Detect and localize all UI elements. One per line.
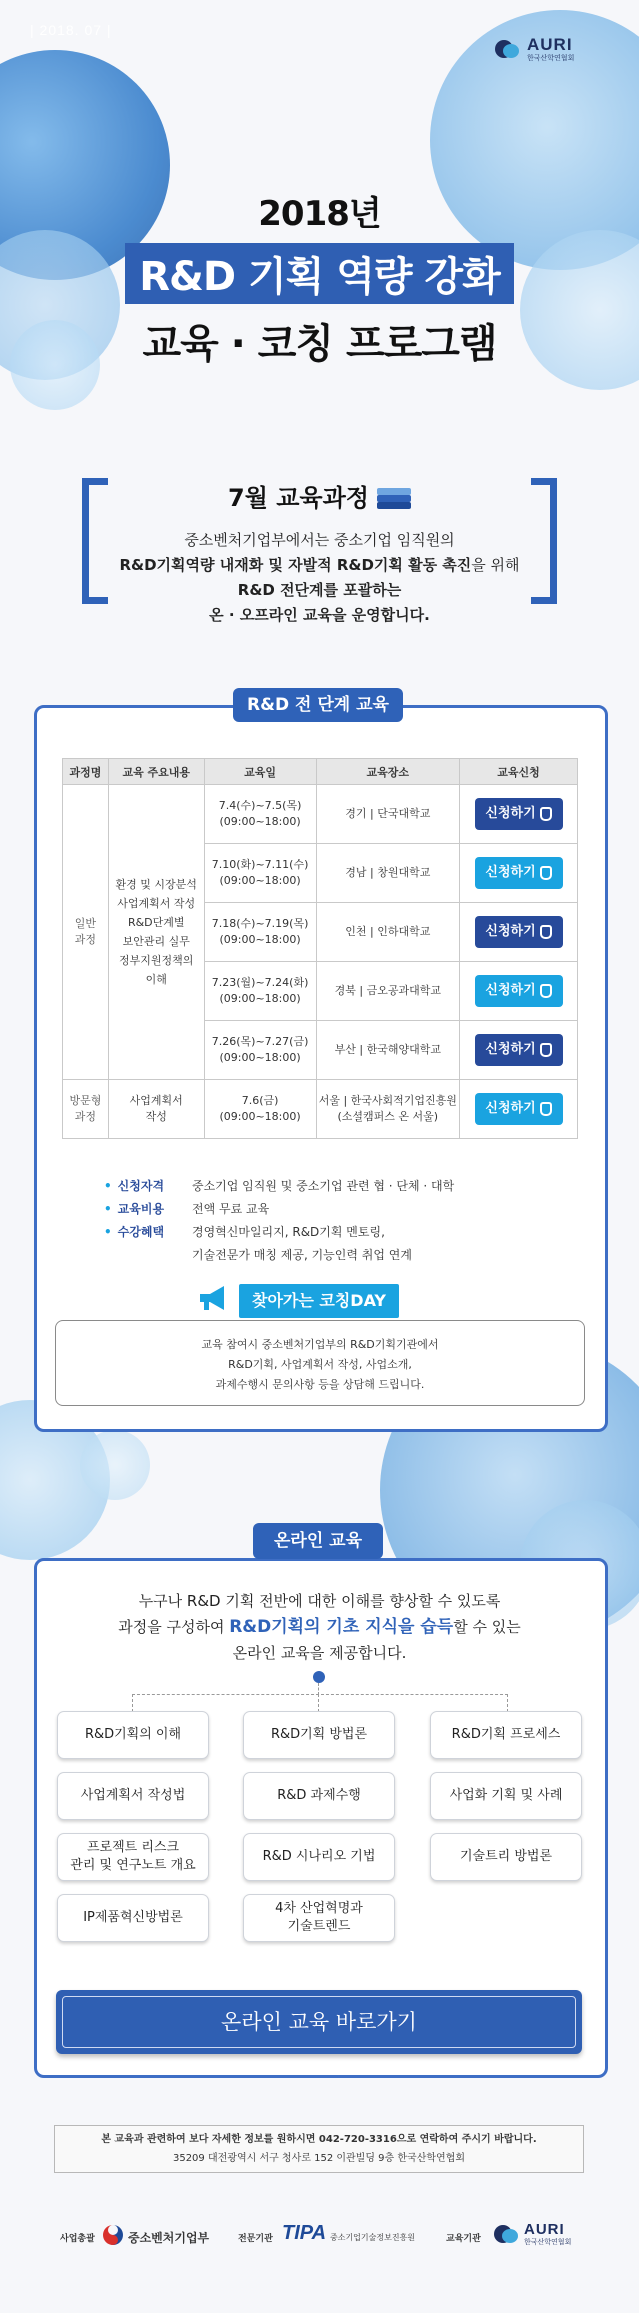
tree-root-dot bbox=[313, 1671, 325, 1683]
online-section-label: 온라인 교육 bbox=[253, 1523, 383, 1559]
auri-logo-icon bbox=[495, 38, 521, 60]
col-content: 교육 주요내용 bbox=[108, 759, 204, 785]
mss-logo-icon bbox=[102, 2224, 124, 2246]
course-date: 7.23(월)~7.24(화) (09:00~18:00) bbox=[204, 962, 316, 1021]
hand-pointer-icon bbox=[540, 1102, 552, 1116]
course-place: 경북 | 금오공과대학교 bbox=[316, 962, 460, 1021]
footer bbox=[0, 2210, 639, 2260]
online-course-item[interactable]: 사업계획서 작성법 bbox=[57, 1772, 209, 1820]
footer-auri-logo: AURI 한국산학연협회 bbox=[494, 2222, 571, 2246]
logo-name: AURI bbox=[527, 35, 573, 54]
coaching-description: 교육 참여시 중소벤처기업부의 R&D기획기관에서 R&D기획, 사업계획서 작성, 사업소개, 과제수행시 문의사항 등을 상담해 드립니다. bbox=[55, 1320, 585, 1406]
tree-connector bbox=[132, 1694, 508, 1695]
course-date: 7.6(금) (09:00~18:00) bbox=[204, 1080, 316, 1139]
online-education-go-button[interactable] bbox=[56, 1990, 582, 2054]
hand-pointer-icon bbox=[540, 925, 552, 939]
course-place: 서울 | 한국사회적기업진흥원 (소셜캠퍼스 온 서울) bbox=[316, 1080, 460, 1139]
title-sub: 교육 · 코칭 프로그램 bbox=[142, 321, 497, 367]
apply-button[interactable]: 신청하기 bbox=[475, 916, 563, 948]
course-date: 7.26(목)~7.27(금) (09:00~18:00) bbox=[204, 1021, 316, 1080]
july-description: 중소벤처기업부에서는 중소기업 임직원의 R&D기획역량 내재화 및 자발적 R&D기획 활동 촉진을 위해 R&D 전단계를 포괄하는 온 · 오프라인 교육을 운영합니다. bbox=[119, 531, 520, 624]
online-course-item[interactable]: R&D기획 방법론 bbox=[243, 1711, 395, 1759]
course-type: 일반 과정 bbox=[63, 785, 109, 1080]
col-apply: 교육신청 bbox=[460, 759, 578, 785]
tree-connector bbox=[318, 1694, 319, 1712]
course-type: 방문형 과정 bbox=[63, 1080, 109, 1139]
hero-title bbox=[0, 186, 639, 369]
online-course-item[interactable]: R&D 과제수행 bbox=[243, 1772, 395, 1820]
online-course-item[interactable]: 사업화 기획 및 사례 bbox=[430, 1772, 582, 1820]
apply-button[interactable]: 신청하기 bbox=[475, 1034, 563, 1066]
online-course-item[interactable]: 프로젝트 리스크 관리 및 연구노트 개요 bbox=[57, 1833, 209, 1881]
course-apply-cell bbox=[460, 844, 578, 903]
schedule-table bbox=[62, 758, 578, 1139]
apply-button[interactable]: 신청하기 bbox=[475, 975, 563, 1007]
hand-pointer-icon bbox=[540, 807, 552, 821]
course-place: 부산 | 한국해양대학교 bbox=[316, 1021, 460, 1080]
apply-button[interactable]: 신청하기 bbox=[475, 798, 563, 830]
col-date: 교육일 bbox=[204, 759, 316, 785]
course-date: 7.4(수)~7.5(목) (09:00~18:00) bbox=[204, 785, 316, 844]
online-course-item[interactable]: 기술트리 방법론 bbox=[430, 1833, 582, 1881]
course-apply-cell bbox=[460, 1080, 578, 1139]
title-main: R&D 기획 역량 강화 bbox=[125, 243, 514, 304]
info-row: • 교육비용 전액 무료 교육 bbox=[104, 1198, 454, 1221]
online-course-item[interactable]: R&D기획의 이해 bbox=[57, 1711, 209, 1759]
pro-label: 전문기관 bbox=[238, 2234, 273, 2244]
course-place: 경남 | 창원대학교 bbox=[316, 844, 460, 903]
host-label: 사업총괄 bbox=[60, 2234, 95, 2244]
issue-date: | 2018. 07 | bbox=[30, 22, 112, 38]
apply-button[interactable]: 신청하기 bbox=[475, 857, 563, 889]
col-place: 교육장소 bbox=[316, 759, 460, 785]
info-row: • 신청자격 중소기업 임직원 및 중소기업 관련 협 · 단체 · 대학 bbox=[104, 1175, 454, 1198]
logo-sub: 한국산학연협회 bbox=[527, 54, 575, 62]
course-date: 7.18(수)~7.19(목) (09:00~18:00) bbox=[204, 903, 316, 962]
hand-pointer-icon bbox=[540, 1043, 552, 1057]
auri-logo-icon bbox=[494, 2223, 520, 2245]
online-course-item[interactable]: R&D기획 프로세스 bbox=[430, 1711, 582, 1759]
hand-pointer-icon bbox=[540, 866, 552, 880]
rd-section-label: R&D 전 단계 교육 bbox=[233, 688, 403, 722]
col-course: 과정명 bbox=[63, 759, 109, 785]
title-year: 2018년 bbox=[258, 194, 381, 234]
host-name: 중소벤처기업부 bbox=[128, 2231, 210, 2245]
schedule-row bbox=[63, 1080, 578, 1139]
online-education-go-label: 온라인 교육 바로가기 bbox=[62, 1996, 576, 2048]
auri-logo bbox=[495, 36, 574, 62]
coaching-day-label: 찾아가는 코칭DAY bbox=[239, 1284, 399, 1318]
course-date: 7.10(화)~7.11(수) (09:00~18:00) bbox=[204, 844, 316, 903]
tree-connector bbox=[132, 1694, 133, 1712]
pro-name: 중소기업기술정보진흥원 bbox=[330, 2233, 416, 2242]
course-apply-cell bbox=[460, 785, 578, 844]
schedule-row bbox=[63, 785, 578, 844]
tipa-logo: TIPA bbox=[282, 2222, 327, 2244]
tree-connector bbox=[507, 1694, 508, 1712]
megaphone-icon bbox=[196, 1283, 232, 1313]
july-title: 7월 교육과정 bbox=[0, 478, 639, 513]
online-course-item[interactable]: IP제품혁신방법론 bbox=[57, 1894, 209, 1942]
hand-pointer-icon bbox=[540, 984, 552, 998]
online-intro: 누구나 R&D 기획 전반에 대한 이해를 향상할 수 있도록 과정을 구성하여 R&D기획의 기초 지식을 습득할 수 있는 온라인 교육을 제공합니다. bbox=[118, 1592, 521, 1662]
course-content: 사업계획서 작성 bbox=[108, 1080, 204, 1139]
info-list bbox=[104, 1175, 454, 1267]
course-place: 인천 | 인하대학교 bbox=[316, 903, 460, 962]
course-content: 환경 및 시장분석 사업계획서 작성 R&D단계별 보안관리 실무 정부지원정책의 이해 bbox=[108, 785, 204, 1080]
info-row: • 수강혜택 경영혁신마일리지, R&D기획 멘토링, bbox=[104, 1221, 454, 1244]
edu-label: 교육기관 bbox=[446, 2234, 481, 2244]
course-apply-cell bbox=[460, 903, 578, 962]
watercolor-blob bbox=[80, 1430, 150, 1500]
online-course-item[interactable]: R&D 시나리오 기법 bbox=[243, 1833, 395, 1881]
course-place: 경기 | 단국대학교 bbox=[316, 785, 460, 844]
apply-button[interactable]: 신청하기 bbox=[475, 1093, 563, 1125]
books-icon bbox=[377, 488, 411, 510]
course-apply-cell bbox=[460, 962, 578, 1021]
contact-info: 본 교육과 관련하여 보다 자세한 정보를 원하시면 042-720-3316으로 연락하여 주시기 바랍니다. 35209 대전광역시 서구 청사로 152 이관빌딩 9층 한국산학연협회 bbox=[54, 2125, 584, 2173]
online-course-item[interactable]: 4차 산업혁명과 기술트렌드 bbox=[243, 1894, 395, 1942]
course-apply-cell bbox=[460, 1021, 578, 1080]
info-row: 기술전문가 매칭 제공, 기능인력 취업 연계 bbox=[192, 1248, 412, 1262]
